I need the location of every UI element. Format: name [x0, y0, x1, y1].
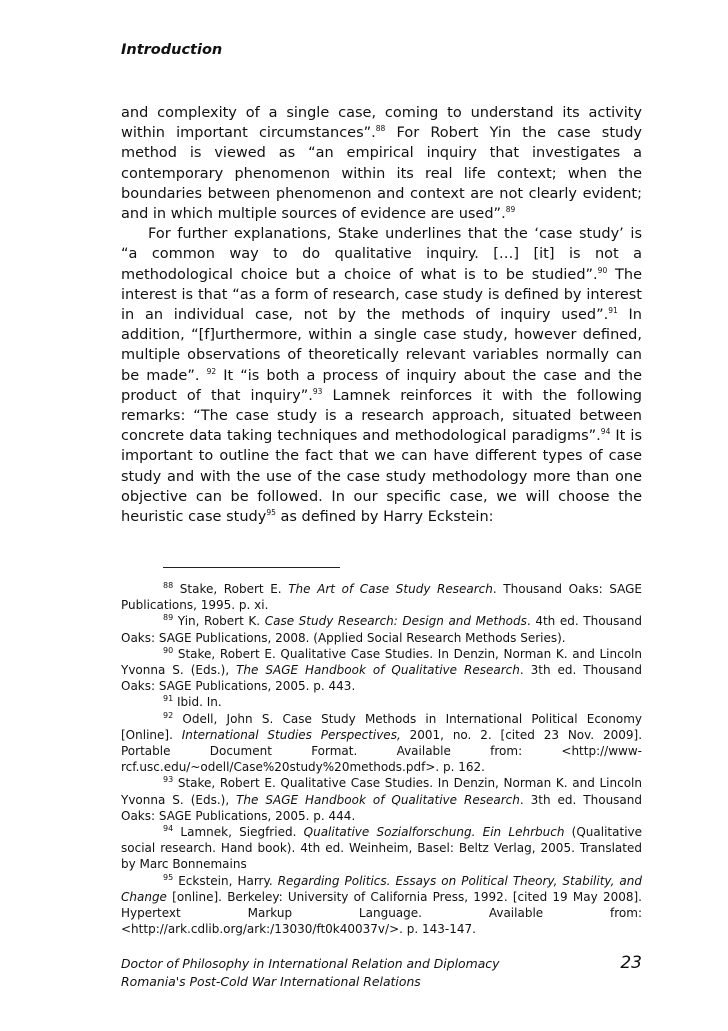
footnote-ref[interactable]: 91: [608, 306, 618, 316]
text-run: and complexity of a single case, coming to understand its activity within important circumstances”.: [121, 105, 642, 142]
text-run: It is important to outline the fact that we can have different types of case study and with the use of the case study methodology more than one objective can be followed. In our specific case, we will choose the heuristic case study: [121, 428, 643, 526]
footer-line-2: Romania's Post-Cold War International Relations: [121, 974, 421, 989]
text-run: For Robert Yin the case study method is viewed as “an empirical inquiry that investigates a contemporary phenomenon within its real life context; when the boundaries between phenomenon and context are not clearly evident; and in which multiple sources of evidence are used”.: [121, 125, 642, 223]
main-text: [121, 103, 642, 527]
footnote-title: Qualitative Sozialforschung. Ein Lehrbuch: [303, 825, 565, 840]
footnote-number: 92: [163, 710, 174, 720]
footnote-95: [121, 873, 642, 938]
footnote-89: [121, 613, 642, 645]
footnote-separator: [163, 567, 340, 568]
footnote-text: Odell, John S. Case Study Methods in International Political Economy [Online].: [121, 711, 642, 742]
footnote-text: Lamnek, Siegfried.: [173, 825, 304, 840]
page-number: 23: [620, 953, 642, 973]
footnote-title: The SAGE Handbook of Qualitative Research: [236, 663, 520, 678]
footnote-number: 93: [163, 775, 174, 785]
footnote-text: . 3th ed. Thousand Oaks: SAGE Publications, 2005. p. 443.: [121, 663, 643, 694]
footnote-text: Stake, Robert E. Qualitative Case Studies. In Denzin, Norman K. and Lincoln Yvonna S. (Eds.),: [121, 646, 642, 678]
footnotes: [121, 581, 642, 937]
footnote-ref[interactable]: 90: [597, 265, 608, 275]
footnote-title: Case Study Research: Design and Methods: [264, 614, 527, 629]
footnote-text: Ibid. In.: [173, 695, 222, 710]
footnote-text: 2001, no. 2. [cited 23 Nov. 2009]. Portable Document Format. Available from: <http://www-rcf.usc.edu/~odell/Case%20study%20methods.pdf>. p. 162.: [121, 727, 643, 775]
footnote-ref[interactable]: 94: [600, 427, 611, 437]
footnote-number: 95: [163, 872, 174, 882]
footnote-title: Regarding Politics. Essays on Political Theory, Stability, and Change: [121, 873, 643, 904]
footnote-88: [121, 581, 642, 613]
footnote-number: 89: [163, 613, 174, 623]
footnote-number: 90: [163, 645, 174, 655]
text-run: as defined by Harry Eckstein:: [275, 509, 494, 526]
footnote-number: 94: [163, 824, 174, 834]
footer-line-1: Doctor of Philosophy in International Relation and Diplomacy: [121, 956, 500, 971]
footnote-text: . 4th ed. Thousand Oaks: SAGE Publications, 2008. (Applied Social Research Methods Series).: [121, 614, 642, 645]
footnote-title: The SAGE Handbook of Qualitative Research: [236, 792, 520, 807]
footnote-text: Eckstein, Harry.: [173, 873, 278, 888]
footnote-90: [121, 646, 642, 695]
footnote-94: [121, 824, 642, 873]
text-run: For further explanations, Stake underlines that the ‘case study’ is “a common way to do qualitative inquiry. […] [it] is not a methodological choice but a choice of what is to be studied”.: [121, 226, 642, 283]
text-run: Lamnek reinforces it with the following remarks: “The case study is a research approach, situated between concrete data taking techniques and methodological paradigms”.: [121, 387, 643, 445]
text-run: In addition, “[f]urthermore, within a single case study, however defined, multiple observations of theoretically relevant variables normally can be made”.: [121, 307, 642, 384]
footnote-text: Yin, Robert K.: [173, 614, 265, 629]
text-run: It “is both a process of inquiry about the case and the product of that inquiry”.: [121, 367, 642, 404]
text-run: The interest is that “as a form of research, case study is defined by interest in an individual case, not by the methods of inquiry used”.: [121, 266, 643, 324]
footnote-title: International Studies Perspectives,: [181, 727, 401, 742]
footnote-ref[interactable]: 89: [505, 205, 516, 215]
page-footer: [121, 955, 499, 991]
footnote-ref[interactable]: 95: [266, 508, 276, 518]
footnote-93: [121, 775, 642, 824]
footnote-number: 91: [163, 694, 174, 704]
footnote-text: Stake, Robert E.: [173, 582, 289, 596]
footnote-92: [121, 711, 642, 776]
footnote-text: [online]. Berkeley: University of California Press, 1992. [cited 19 May 2008]. Hypertext Markup Language. Available from: <http://ark.cdlib.org/ark:/13030/ft0k40037v/>. p. 143-147.: [121, 889, 642, 937]
footnote-text: . 3th ed. Thousand Oaks: SAGE Publications, 2005. p. 444.: [121, 792, 643, 823]
paragraph-1: [121, 103, 642, 224]
running-header: Introduction: [121, 42, 223, 58]
footnote-ref[interactable]: 93: [312, 387, 323, 397]
footnote-number: 88: [163, 581, 174, 590]
paragraph-2: [121, 224, 642, 527]
footnote-text: . Thousand Oaks: SAGE Publications, 1995. p. xi.: [121, 582, 643, 613]
footnote-91: [121, 694, 642, 710]
footnote-ref[interactable]: 88: [375, 124, 386, 134]
footnote-text: (Qualitative social research. Hand book). 4th ed. Weinheim, Basel: Beltz Verlag, 2005. Translated by Marc Bonnemains: [121, 825, 643, 872]
footnote-title: The Art of Case Study Research: [288, 582, 493, 596]
footnote-ref[interactable]: 92: [206, 366, 217, 376]
footnote-text: Stake, Robert E. Qualitative Case Studies. In Denzin, Norman K. and Lincoln Yvonna S. (Eds.),: [121, 776, 642, 807]
